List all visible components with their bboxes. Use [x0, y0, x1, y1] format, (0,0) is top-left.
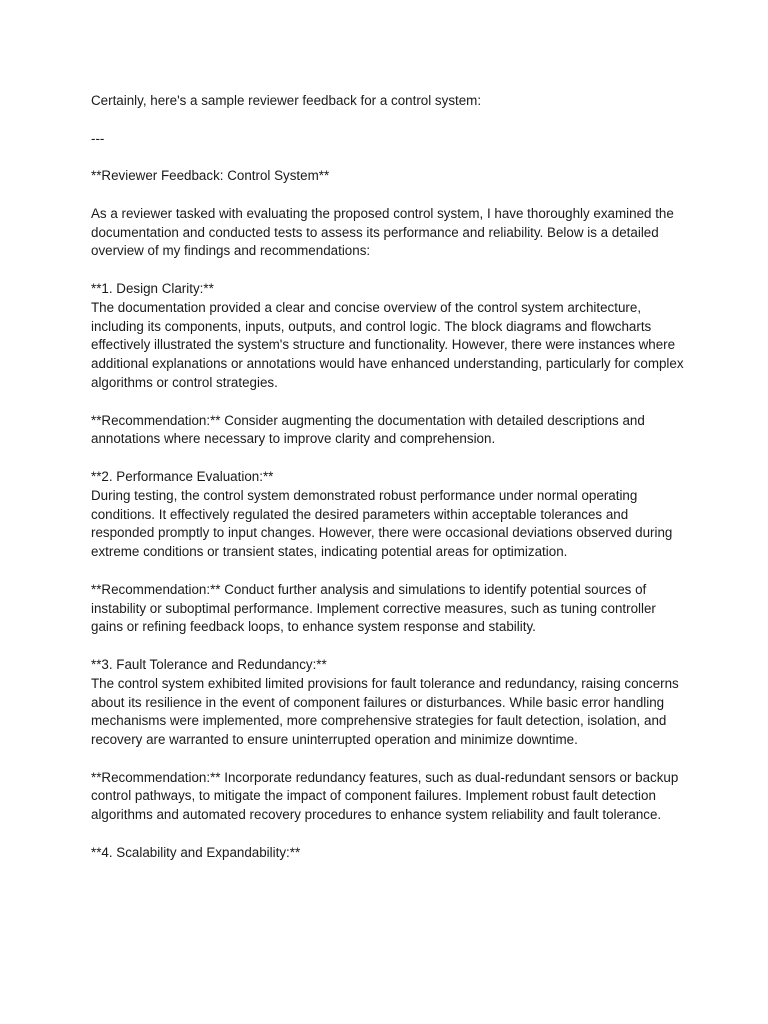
section-heading: **3. Fault Tolerance and Redundancy:**: [91, 656, 327, 672]
section-body: During testing, the control system demonstrated robust performance under normal operating conditions. It effectively regulated the desired parameters within acceptable tolerances and responded promptly to input changes. However, there were occasional deviations observed during extreme conditions or transient states, indicating potential areas for optimization.: [91, 487, 673, 560]
section-2: [91, 468, 691, 562]
section-recommendation: **Recommendation:** Consider augmenting the documentation with detailed descriptions and annotations where necessary to improve clarity and comprehension.: [91, 412, 645, 447]
section-4: [91, 844, 691, 863]
intro-line: Certainly, here's a sample reviewer feedback for a control system:: [91, 93, 482, 108]
section-heading: **4. Scalability and Expandability:**: [91, 844, 301, 860]
section-body: The documentation provided a clear and concise overview of the control system architecture, including its components, inputs, outputs, and control logic. The block diagrams and flowcharts effectively illustrated the system's structure and functionality. However, there were instances where additional explanations or annotations would have enhanced understanding, particularly for complex algorithms or control strategies.: [91, 299, 684, 390]
separator: ---: [91, 130, 105, 146]
overview-paragraph: As a reviewer tasked with evaluating the proposed control system, I have thoroughly examined the documentation and conducted tests to assess its performance and reliability. Below is a detailed overview of my findings and recommendations:: [91, 205, 674, 259]
section-heading: **2. Performance Evaluation:**: [91, 468, 274, 484]
section-recommendation: **Recommendation:** Incorporate redundancy features, such as dual-redundant sensors or backup control pathways, to mitigate the impact of component failures. Implement robust fault detection algorithms and automated recovery procedures to enhance system reliability and fault tolerance.: [91, 769, 679, 823]
section-1: [91, 280, 691, 393]
document-body: [91, 92, 691, 881]
section-heading: **1. Design Clarity:**: [91, 280, 214, 296]
document-title: **Reviewer Feedback: Control System**: [91, 168, 330, 184]
section-recommendation: **Recommendation:** Conduct further analysis and simulations to identify potential sources of instability or suboptimal performance. Implement corrective measures, such as tuning controller gains or refining feedback loops, to enhance system response and stability.: [91, 581, 656, 635]
section-3: [91, 656, 691, 750]
section-body: The control system exhibited limited provisions for fault tolerance and redundancy, raising concerns about its resilience in the event of component failures or disturbances. While basic error handling mechanisms were implemented, more comprehensive strategies for fault detection, isolation, and recovery are warranted to ensure uninterrupted operation and minimize downtime.: [91, 675, 679, 748]
